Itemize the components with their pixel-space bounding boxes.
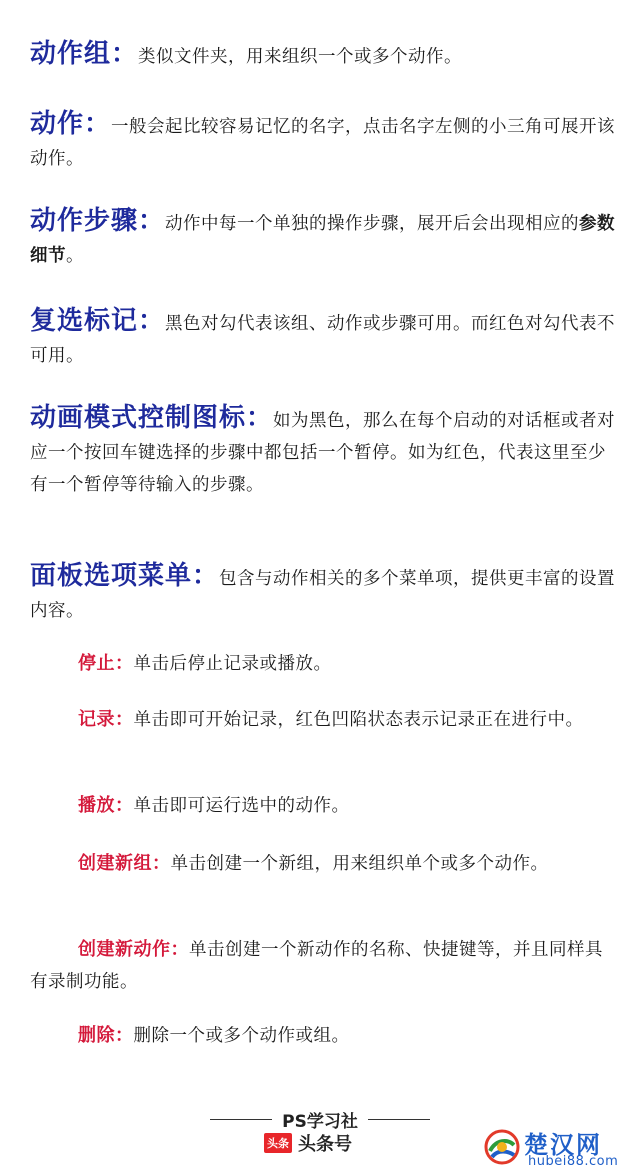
site-watermark [484, 1125, 636, 1171]
term-record: 记录： [78, 709, 134, 730]
desc-animation-mode: 如为黑色，那么在每个启动的对话框或者对应一个按回车键选择的步骤中都包括一个暂停。如为红色，代表这里至少有一个暂停等待输入的步骤。 [30, 411, 616, 495]
toutiao-badge: 头条 [264, 1133, 292, 1153]
sub-entry-stop [30, 648, 615, 680]
term-new-group: 创建新组： [78, 853, 171, 874]
term-action-group: 动作组： [30, 39, 139, 69]
term-action-step: 动作步骤： [30, 206, 166, 236]
term-stop: 停止： [78, 653, 134, 674]
watermark-logo-icon [484, 1129, 520, 1165]
term-panel-menu: 面板选项菜单： [30, 561, 220, 591]
divider-left [210, 1119, 272, 1120]
desc-delete: 删除一个或多个动作或组。 [133, 1026, 350, 1046]
desc-checkmark: 黑色对勾代表该组、动作或步骤可用。而红色对勾代表不可用。 [30, 314, 616, 366]
sub-entry-play [30, 790, 615, 822]
term-action: 动作： [30, 109, 112, 139]
term-delete: 删除： [78, 1025, 134, 1046]
desc-stop: 单击后停止记录或播放。 [133, 654, 332, 674]
term-animation-mode: 动画模式控制图标： [30, 403, 274, 433]
entry-animation-mode [30, 402, 615, 501]
entry-action-step [30, 205, 615, 272]
desc-record: 单击即可开始记录，红色凹陷状态表示记录正在进行中。 [133, 710, 584, 730]
sub-entry-new-action [30, 934, 615, 998]
toutiao-mark [264, 1130, 352, 1156]
entry-checkmark [30, 305, 615, 372]
watermark-cn: 楚汉网 [524, 1131, 602, 1159]
term-play: 播放： [78, 795, 134, 816]
desc-new-group: 单击创建一个新组，用来组织单个或多个动作。 [170, 854, 549, 874]
entry-action-group [30, 38, 615, 73]
sub-entry-delete [30, 1020, 615, 1052]
desc-action-step-bold: 参数细节 [30, 214, 616, 266]
desc-action: 一般会起比较容易记忆的名字，点击名字左侧的小三角可展开该动作。 [30, 117, 616, 169]
desc-new-action: 单击创建一个新动作的名称、快捷键等，并且同样具有录制功能。 [30, 940, 603, 992]
desc-action-step: 动作中每一个单独的操作步骤，展开后会出现相应的 [165, 214, 580, 234]
entry-panel-menu [30, 560, 615, 627]
toutiao-platform: 头条号 [298, 1134, 352, 1155]
term-new-action: 创建新动作： [78, 939, 189, 960]
desc-play: 单击即可运行选中的动作。 [133, 796, 350, 816]
desc-action-group: 类似文件夹，用来组织一个或多个动作。 [138, 47, 463, 67]
sub-entry-new-group [30, 848, 615, 880]
entry-action [30, 108, 615, 175]
desc-action-step-tail: 。 [66, 246, 84, 266]
watermark-en: hubei88.com [528, 1154, 619, 1169]
divider-right [368, 1119, 430, 1120]
sub-entry-record [30, 704, 615, 736]
brand-name: PS学习社 [282, 1112, 358, 1132]
term-checkmark: 复选标记： [30, 306, 166, 336]
desc-panel-menu: 包含与动作相关的多个菜单项，提供更丰富的设置内容。 [30, 569, 616, 621]
